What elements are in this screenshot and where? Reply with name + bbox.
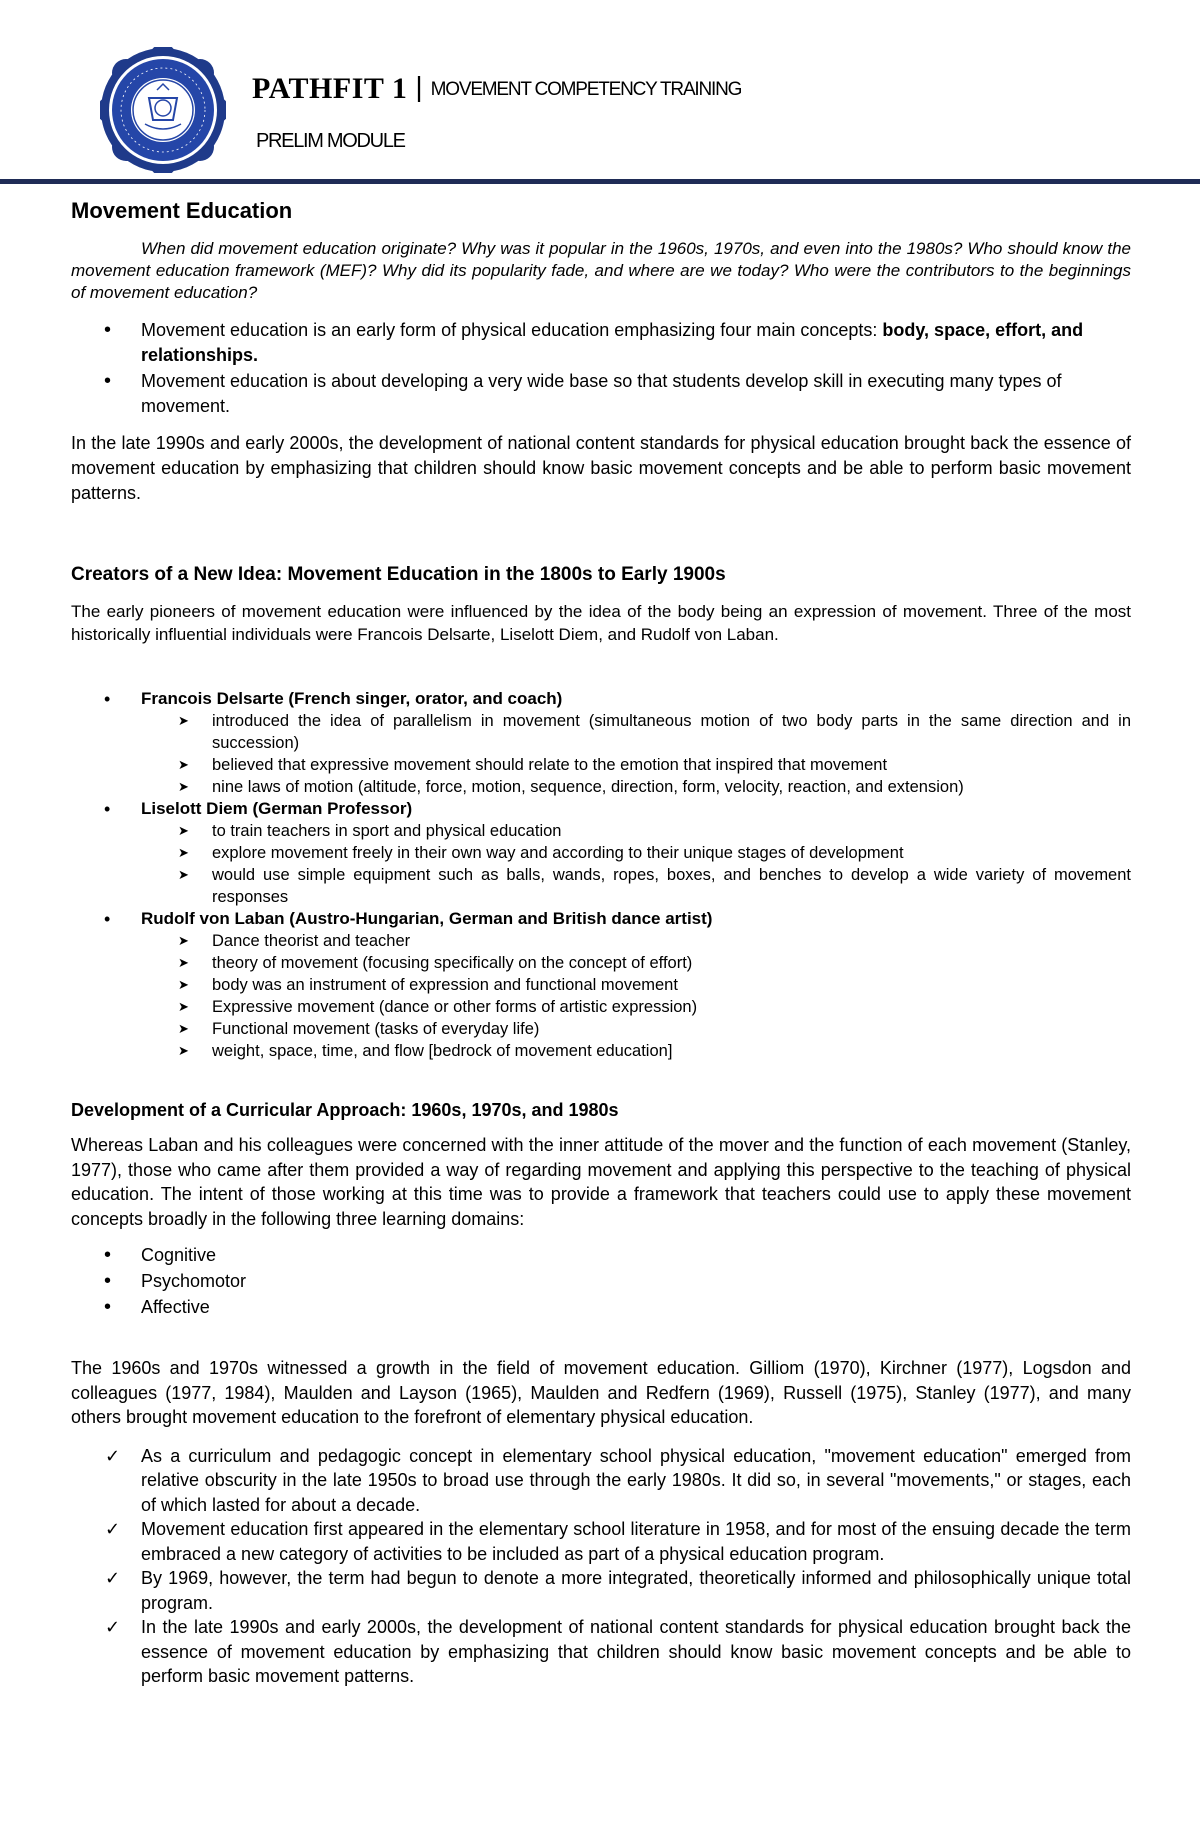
section-heading: Movement Education — [71, 198, 293, 223]
list-item: • Psychomotor — [71, 1269, 1131, 1294]
list-item: • Movement education is about developing a very wide base so that students develop skill in executing many types of movement. — [71, 369, 1131, 419]
list-item: ➤ believed that expressive movement should relate to the emotion that inspired that movement — [71, 754, 1131, 776]
list-item: ➤ to train teachers in sport and physical education — [71, 820, 1131, 842]
school-seal-icon — [100, 47, 226, 173]
section-heading: Creators of a New Idea: Movement Education in the 1800s to Early 1900s — [71, 564, 726, 585]
list-item: ➤ Functional movement (tasks of everyday life) — [71, 1018, 1131, 1040]
list-item: ✓ Movement education first appeared in the elementary school literature in 1958, and for most of the ensuing decade the term embraced a new category of activities to be included as part of a physical education program. — [71, 1517, 1131, 1566]
list-item — [71, 318, 1131, 368]
list-item: ➤ theory of movement (focusing specifically on the concept of effort) — [71, 952, 1131, 974]
pioneer-points — [141, 930, 1131, 1062]
list-item: ➤ nine laws of motion (altitude, force, motion, sequence, direction, form, velocity, reaction, and extension) — [71, 776, 1131, 798]
list-item: ➤ introduced the idea of parallelism in movement (simultaneous motion of two body parts in the same direction and in succession) — [71, 710, 1131, 754]
paragraph: In the late 1990s and early 2000s, the development of national content standards for physical education brought back the essence of movement education by emphasizing that children should know basic movement concepts and be able to perform basic movement patterns. — [71, 433, 1131, 503]
module-label: PRELIM MODULE — [256, 130, 405, 152]
list-item: ➤ body was an instrument of expression and functional movement — [71, 974, 1131, 996]
list-item: ✓ By 1969, however, the term had begun to denote a more integrated, theoretically informed and philosophically unique total program. — [71, 1566, 1131, 1615]
paragraph: The 1960s and 1970s witnessed a growth in the field of movement education. Gilliom (1970), Kirchner (1977), Logsdon and colleagues (1977, 1984), Maulden and Layson (1965), Maulden and Redfern (1969), Russell (1975), Stanley (1977), and many others brought movement education to the forefront of elementary physical education. — [71, 1358, 1131, 1427]
list-item: ➤ Expressive movement (dance or other forms of artistic expression) — [71, 996, 1131, 1018]
paragraph: The early pioneers of movement education were influenced by the idea of the body being an expression of movement. Three of the most historically influential individuals were Francois Delsarte, Liselott Diem, and Rudolf von Laban. — [71, 602, 1131, 644]
pioneer-name: Rudolf von Laban (Austro-Hungarian, German and British dance artist) — [141, 909, 713, 928]
checklist — [71, 1444, 1131, 1689]
list-item: • Cognitive — [71, 1243, 1131, 1268]
list-item: ✓ In the late 1990s and early 2000s, the development of national content standards for physical education brought back the essence of movement education by emphasizing that children should know basic movement concepts and be able to perform basic movement patterns. — [71, 1615, 1131, 1689]
paragraph: Whereas Laban and his colleagues were concerned with the inner attitude of the mover and the function of each movement (Stanley, 1977), those who came after them provided a way of regarding movement and applying this perspective to the teaching of physical education. The intent of those working at this time was to provide a framework that teachers could use to apply these movement concepts broadly in the following three learning domains: — [71, 1135, 1131, 1229]
list-item: ➤ would use simple equipment such as balls, wands, ropes, boxes, and benches to develop a wide variety of movement responses — [71, 864, 1131, 908]
header-title — [252, 72, 741, 106]
pioneer-points — [141, 820, 1131, 908]
list-item-bold: body, space, effort, and relationships. — [141, 320, 1084, 365]
title-separator: | — [415, 71, 423, 102]
pioneer-name: Liselott Diem (German Professor) — [141, 799, 413, 818]
list-item — [71, 908, 1131, 1062]
header-divider — [0, 179, 1200, 184]
list-item — [71, 798, 1131, 908]
list-item — [71, 688, 1131, 798]
section-heading: Development of a Curricular Approach: 1960s, 1970s, and 1980s — [71, 1100, 619, 1120]
list-item-text: Movement education is an early form of physical education emphasizing four main concepts: — [141, 320, 883, 340]
guiding-questions: When did movement education originate? Why was it popular in the 1960s, 1970s, and even into the 1980s? Who should know the movement education framework (MEF)? Why did its popularity fade, and where are we today? Who were the contributors to the beginnings of movement education? — [71, 239, 1131, 302]
pioneer-name: Francois Delsarte (French singer, orator, and coach) — [141, 689, 563, 708]
domain-list — [71, 1243, 1131, 1320]
page-header — [0, 0, 1200, 188]
course-subtitle: MOVEMENT COMPETENCY TRAINING — [430, 79, 742, 100]
pioneer-points — [141, 710, 1131, 798]
pioneer-list — [71, 688, 1131, 1062]
list-item: ➤ explore movement freely in their own way and according to their unique stages of development — [71, 842, 1131, 864]
list-item: ➤ weight, space, time, and flow [bedrock of movement education] — [71, 1040, 1131, 1062]
concept-list — [71, 318, 1131, 419]
document-body — [71, 198, 1131, 1689]
course-code: PATHFIT 1 — [252, 72, 408, 105]
list-item: ✓ As a curriculum and pedagogic concept in elementary school physical education, "movement education" emerged from relative obscurity in the late 1950s to broad use through the early 1980s. It did so, in several "movements," or stages, each of which lasted for about a decade. — [71, 1444, 1131, 1518]
list-item: ➤ Dance theorist and teacher — [71, 930, 1131, 952]
list-item: • Affective — [71, 1295, 1131, 1320]
